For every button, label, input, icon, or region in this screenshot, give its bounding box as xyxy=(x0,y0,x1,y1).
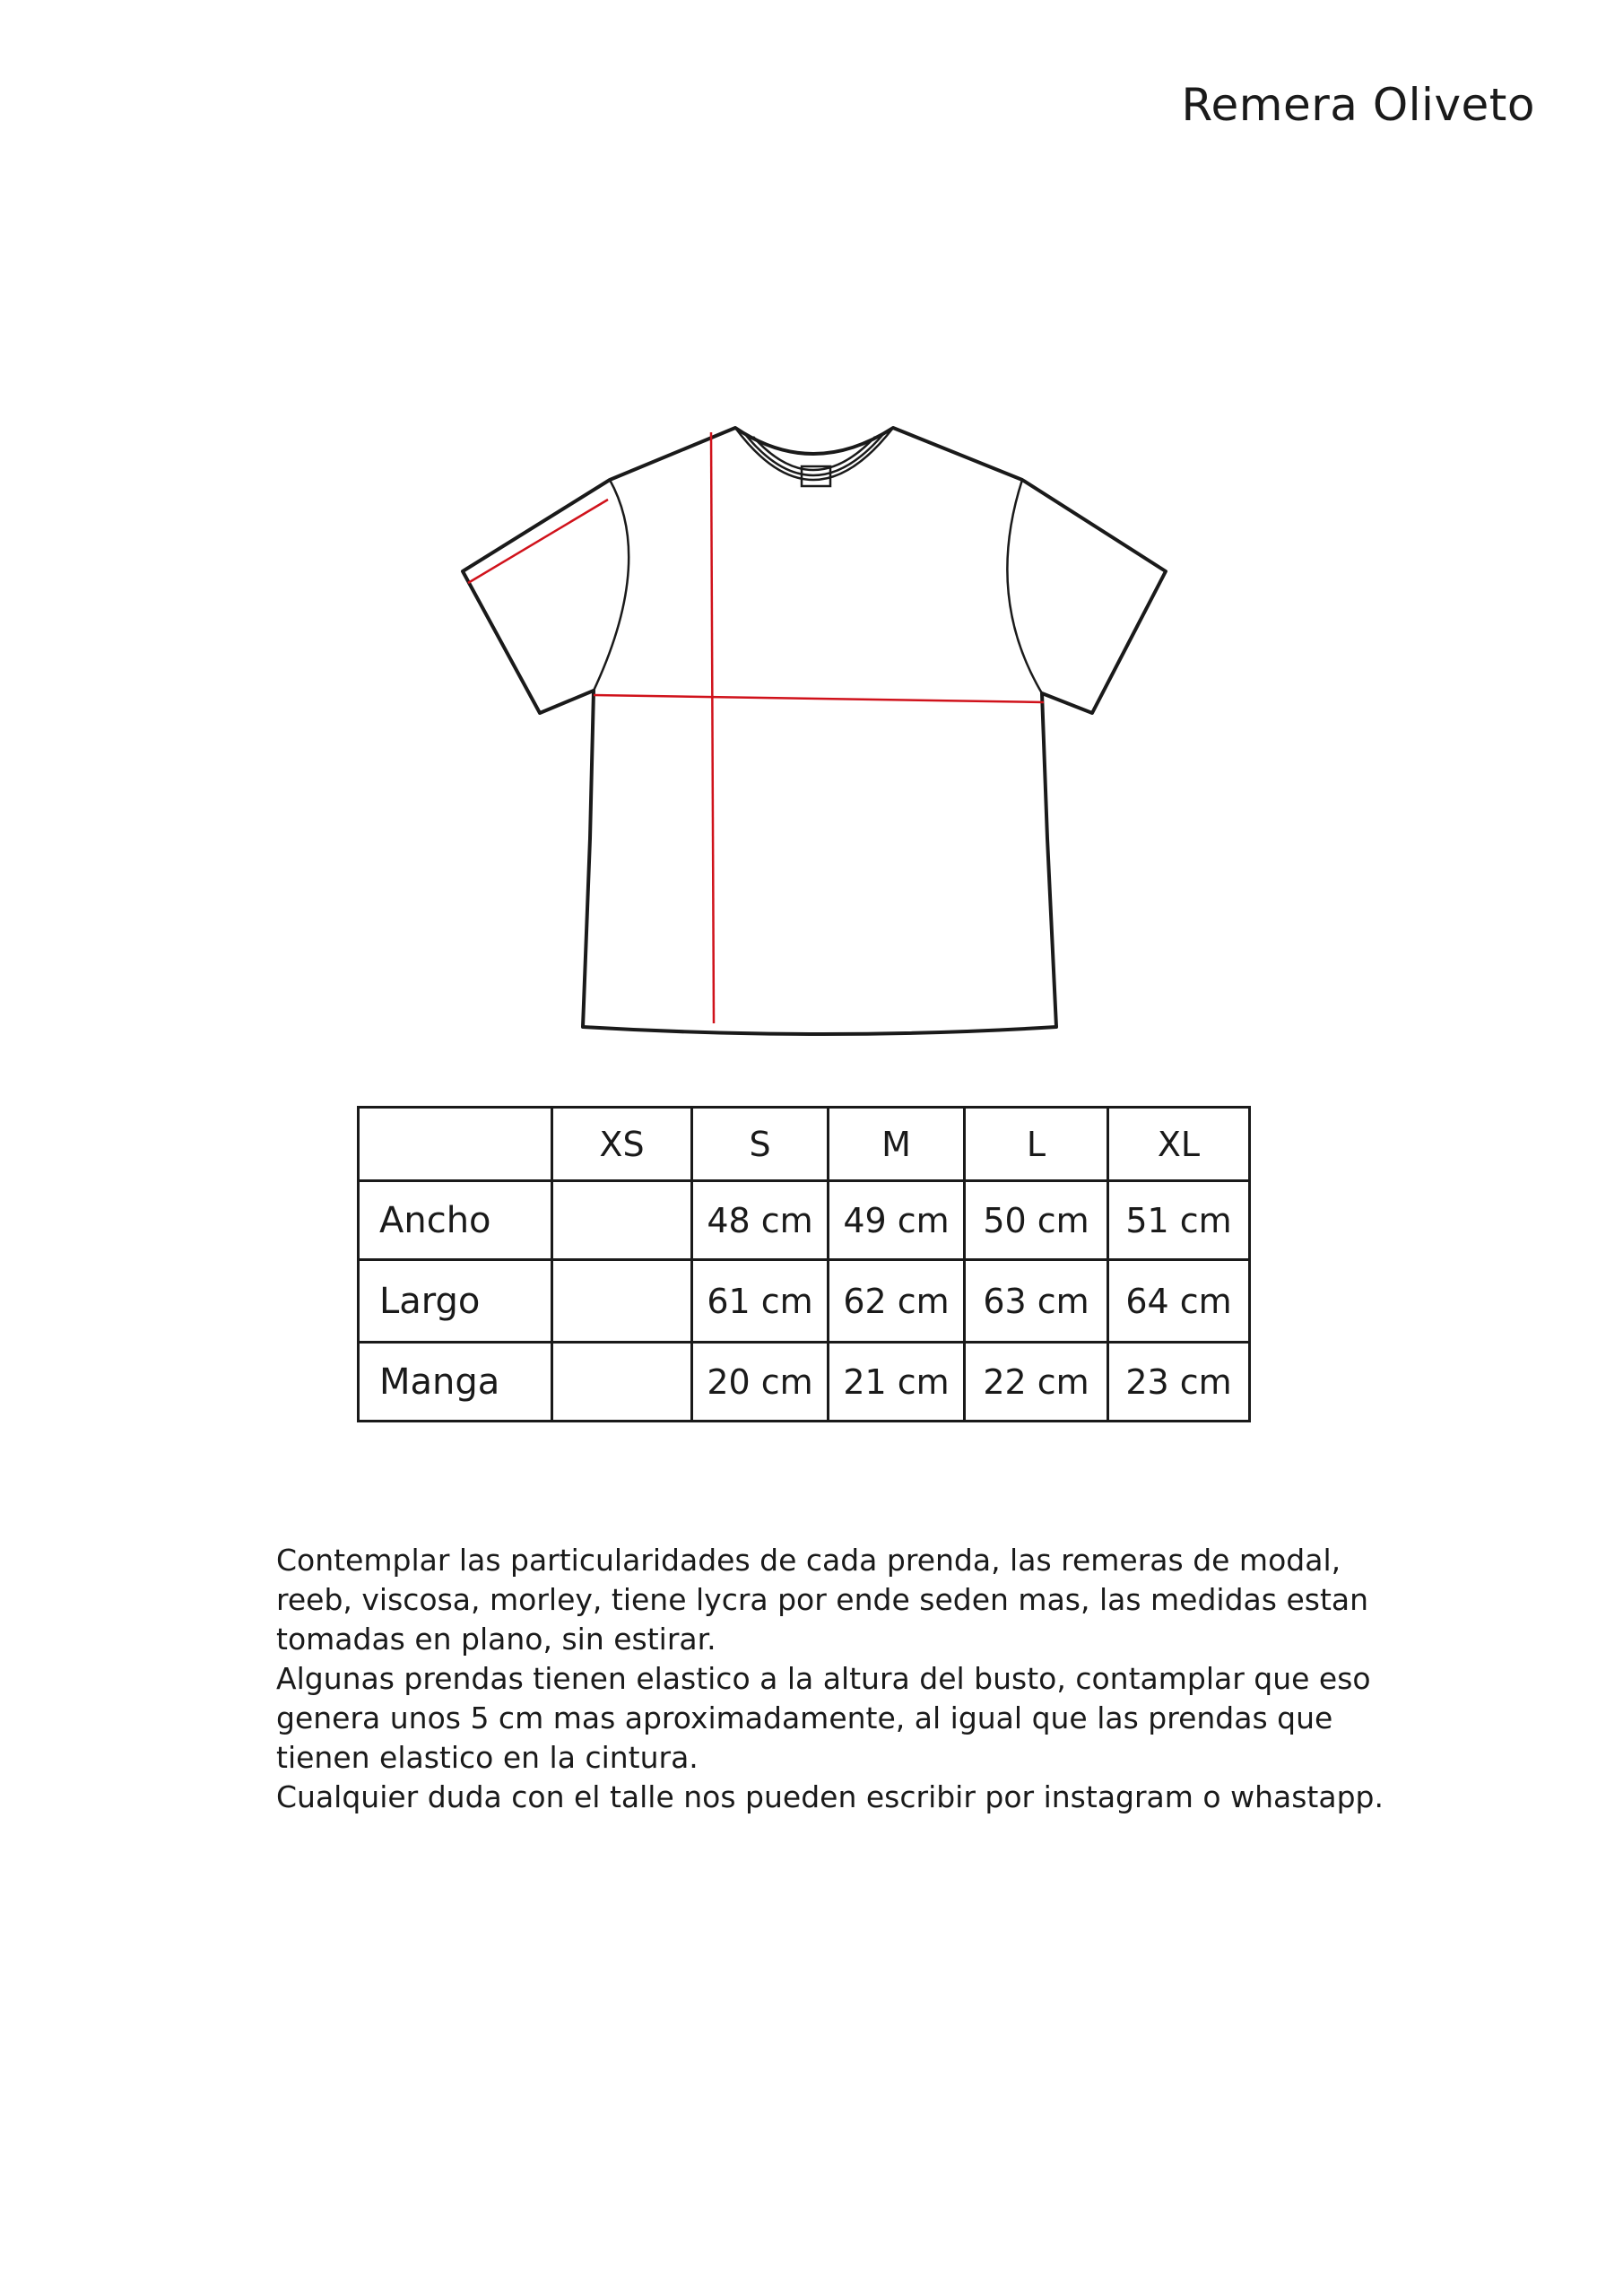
tshirt-outline xyxy=(463,428,1166,1034)
row-label: Largo xyxy=(359,1260,552,1343)
length-measure-line xyxy=(711,432,714,1023)
table-cell: 23 cm xyxy=(1108,1343,1250,1422)
tshirt-collar xyxy=(735,428,893,486)
row-label: Manga xyxy=(359,1343,552,1422)
note-paragraph: Contemplar las particularidades de cada prenda, las remeras de modal, reeb, viscosa, morley, tiene lycra por ende seden mas, las medidas estan tomadas en plano, sin estirar. xyxy=(276,1543,1369,1657)
note-paragraph: Algunas prendas tienen elastico a la altura del busto, contamplar que eso genera unos 5 cm mas aproximadamente, al igual que las prendas que tienen elastico en la cintura. xyxy=(276,1661,1371,1775)
header-cell: XS xyxy=(552,1108,692,1181)
table-cell: 49 cm xyxy=(829,1181,965,1260)
size-notes xyxy=(276,1541,1406,1817)
table-cell: 63 cm xyxy=(965,1260,1108,1343)
table-cell: 64 cm xyxy=(1108,1260,1250,1343)
tshirt-diagram xyxy=(448,417,1193,1045)
width-measure-line xyxy=(594,695,1044,702)
header-cell: S xyxy=(692,1108,829,1181)
header-cell xyxy=(359,1108,552,1181)
table-cell: 50 cm xyxy=(965,1181,1108,1260)
table-cell: 61 cm xyxy=(692,1260,829,1343)
header-cell: XL xyxy=(1108,1108,1250,1181)
table-cell xyxy=(552,1181,692,1260)
table-cell: 21 cm xyxy=(829,1343,965,1422)
table-cell: 51 cm xyxy=(1108,1181,1250,1260)
sleeve-measure-line xyxy=(468,500,608,583)
table-cell: 48 cm xyxy=(692,1181,829,1260)
row-label: Ancho xyxy=(359,1181,552,1260)
header-cell: L xyxy=(965,1108,1108,1181)
table-row xyxy=(359,1343,1250,1422)
measure-lines xyxy=(468,432,1044,1023)
table-row xyxy=(359,1181,1250,1260)
table-cell xyxy=(552,1343,692,1422)
page-title: Remera Oliveto xyxy=(1181,79,1535,131)
header-cell: M xyxy=(829,1108,965,1181)
table-cell: 20 cm xyxy=(692,1343,829,1422)
size-table-header xyxy=(359,1108,1250,1181)
table-cell xyxy=(552,1260,692,1343)
table-cell: 62 cm xyxy=(829,1260,965,1343)
table-row xyxy=(359,1260,1250,1343)
note-paragraph: Cualquier duda con el talle nos pueden escribir por instagram o whastapp. xyxy=(276,1779,1384,1814)
tshirt-armholes xyxy=(594,480,1042,693)
table-cell: 22 cm xyxy=(965,1343,1108,1422)
size-table xyxy=(357,1106,1251,1422)
